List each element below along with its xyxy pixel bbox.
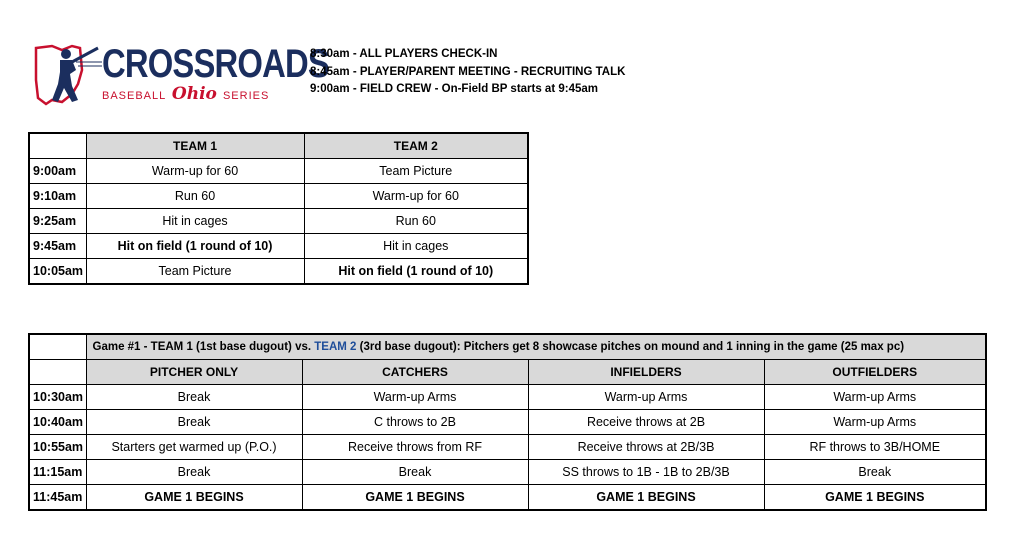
- note-line: 8:45am - PLAYER/PARENT MEETING - RECRUITING TALK: [310, 65, 626, 78]
- pitcher-cell: Break: [86, 460, 302, 485]
- game-info-team2: TEAM 2: [314, 341, 357, 353]
- team1-cell: Run 60: [86, 184, 304, 209]
- logo-subtitle: [102, 84, 270, 104]
- catcher-cell: C throws to 2B: [302, 410, 528, 435]
- pitcher-cell: GAME 1 BEGINS: [86, 485, 302, 511]
- infielder-cell: Receive throws at 2B: [528, 410, 764, 435]
- time-cell: 11:45am: [29, 485, 86, 511]
- crossroads-logo: [32, 40, 329, 110]
- outfielder-cell: Warm-up Arms: [764, 410, 986, 435]
- team2-cell: Hit in cages: [304, 234, 528, 259]
- table-row: [29, 234, 528, 259]
- table-row: [29, 209, 528, 234]
- infielder-cell: GAME 1 BEGINS: [528, 485, 764, 511]
- time-cell: 9:25am: [29, 209, 86, 234]
- catcher-cell: Break: [302, 460, 528, 485]
- table-row: [29, 159, 528, 184]
- team1-cell: Warm-up for 60: [86, 159, 304, 184]
- pitcher-cell: Starters get warmed up (P.O.): [86, 435, 302, 460]
- catcher-cell: GAME 1 BEGINS: [302, 485, 528, 511]
- team2-cell: Run 60: [304, 209, 528, 234]
- blank-cell: [29, 334, 86, 360]
- logo-sub-ohio: Ohio: [171, 84, 217, 104]
- catcher-cell: Receive throws from RF: [302, 435, 528, 460]
- time-cell: 9:00am: [29, 159, 86, 184]
- time-cell: 11:15am: [29, 460, 86, 485]
- outfielder-cell: Warm-up Arms: [764, 385, 986, 410]
- header-outfielders: OUTFIELDERS: [764, 360, 986, 385]
- team1-cell: Team Picture: [86, 259, 304, 285]
- catcher-cell: Warm-up Arms: [302, 385, 528, 410]
- outfielder-cell: Break: [764, 460, 986, 485]
- note-line: 9:00am - FIELD CREW - On-Field BP starts at 9:45am: [310, 83, 598, 95]
- position-schedule-table: [28, 333, 987, 511]
- time-cell: 9:45am: [29, 234, 86, 259]
- header-team2: TEAM 2: [304, 133, 528, 159]
- game-info-part1: Game #1 - TEAM 1 (1st base dugout) vs.: [92, 341, 315, 353]
- time-cell: 10:05am: [29, 259, 86, 285]
- table-row: [29, 410, 986, 435]
- table-row: [29, 259, 528, 285]
- team2-cell: Hit on field (1 round of 10): [304, 259, 528, 285]
- blank-cell: [29, 133, 86, 159]
- time-cell: 10:40am: [29, 410, 86, 435]
- team2-cell: Team Picture: [304, 159, 528, 184]
- game-info-banner: [86, 334, 986, 360]
- logo-sub-right: SERIES: [222, 90, 270, 102]
- infielder-cell: Receive throws at 2B/3B: [528, 435, 764, 460]
- time-cell: 10:55am: [29, 435, 86, 460]
- ohio-batter-icon: [32, 40, 104, 110]
- pitcher-cell: Break: [86, 410, 302, 435]
- table-row: [29, 184, 528, 209]
- game-info-part2: (3rd base dugout): Pitchers get 8 showcase pitches on mound and 1 inning in the game (25 max pc): [356, 341, 905, 353]
- header-infielders: INFIELDERS: [528, 360, 764, 385]
- time-cell: 10:30am: [29, 385, 86, 410]
- blank-cell: [29, 360, 86, 385]
- header-pitcher-only: PITCHER ONLY: [86, 360, 302, 385]
- team1-cell: Hit on field (1 round of 10): [86, 234, 304, 259]
- note-line: 8:30am - ALL PLAYERS CHECK-IN: [310, 48, 498, 60]
- header-team1: TEAM 1: [86, 133, 304, 159]
- table-row: [29, 435, 986, 460]
- outfielder-cell: RF throws to 3B/HOME: [764, 435, 986, 460]
- table-row: [29, 460, 986, 485]
- team1-cell: Hit in cages: [86, 209, 304, 234]
- header-catchers: CATCHERS: [302, 360, 528, 385]
- logo-sub-left: BASEBALL: [102, 90, 166, 102]
- infielder-cell: SS throws to 1B - 1B to 2B/3B: [528, 460, 764, 485]
- pitcher-cell: Break: [86, 385, 302, 410]
- schedule-notes: [310, 46, 625, 99]
- logo-wordmark: CROSSROADS: [102, 42, 329, 86]
- table-row: [29, 485, 986, 511]
- team-schedule-table: [28, 132, 529, 285]
- team2-cell: Warm-up for 60: [304, 184, 528, 209]
- infielder-cell: Warm-up Arms: [528, 385, 764, 410]
- outfielder-cell: GAME 1 BEGINS: [764, 485, 986, 511]
- table-row: [29, 385, 986, 410]
- time-cell: 9:10am: [29, 184, 86, 209]
